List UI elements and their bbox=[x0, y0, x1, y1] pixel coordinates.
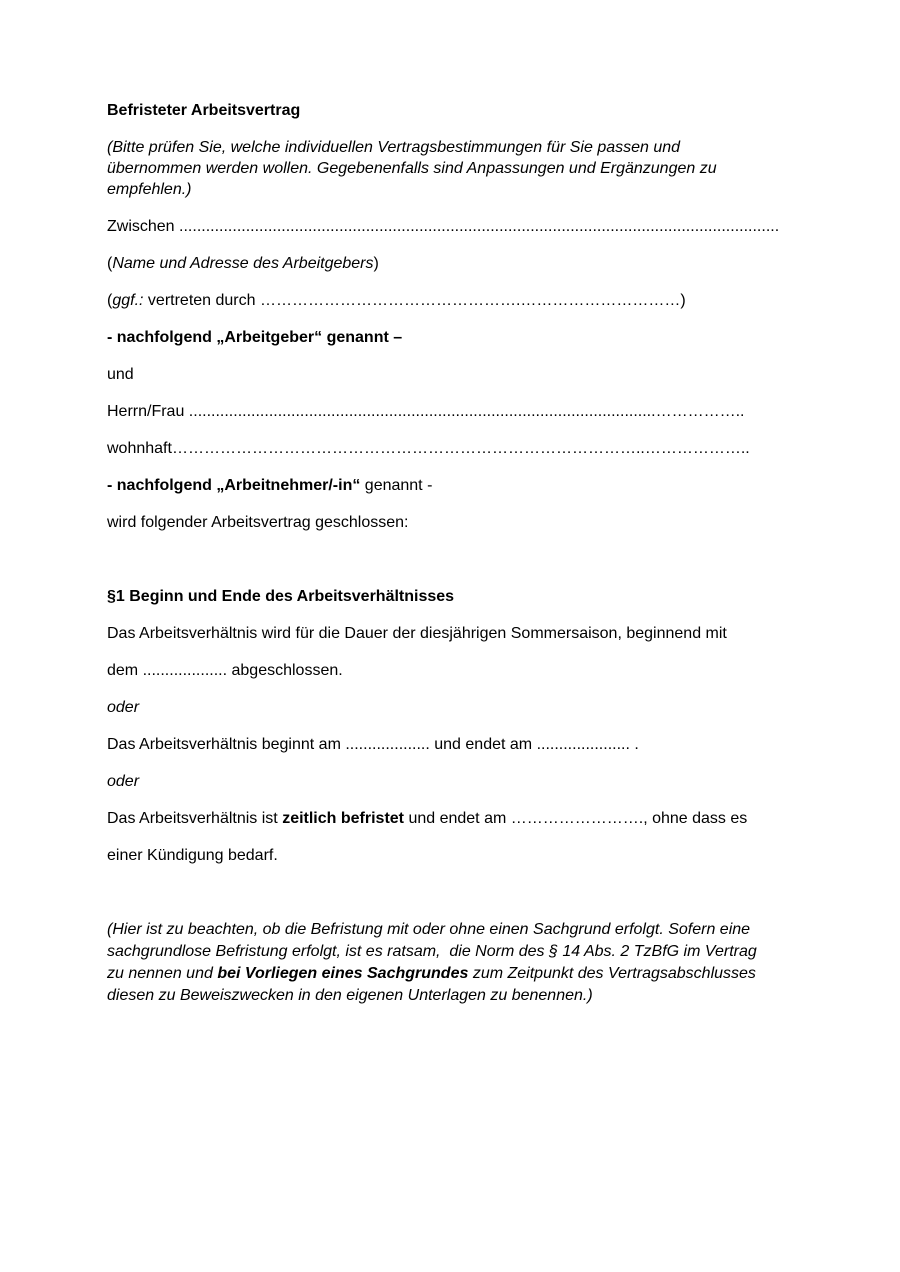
text-segment: empfehlen.) bbox=[107, 181, 192, 198]
text-segment: oder bbox=[107, 699, 140, 716]
text-segment: §1 Beginn und Ende des Arbeitsverhältnisses bbox=[107, 588, 455, 605]
text-line bbox=[107, 941, 795, 963]
text-line bbox=[107, 290, 795, 311]
text-segment: vertreten durch bbox=[143, 292, 260, 309]
text-line bbox=[107, 475, 795, 496]
final-note bbox=[107, 919, 795, 1007]
intro-note bbox=[107, 137, 795, 200]
text-segment: ……………………………………………………………………………..… bbox=[171, 440, 661, 457]
text-segment: Das Arbeitsverhältnis wird für die Dauer der diesjährigen Sommersaison, beginnend mit bbox=[107, 625, 727, 642]
text-segment: ................... bbox=[142, 662, 228, 679]
text-line bbox=[107, 158, 795, 179]
text-line bbox=[107, 216, 795, 237]
text-segment: Befristeter Arbeitsvertrag bbox=[107, 102, 301, 119]
text-segment: …………….. bbox=[660, 440, 750, 457]
line-wohnhaft bbox=[107, 438, 795, 459]
text-line bbox=[107, 512, 795, 533]
text-segment: und endet am bbox=[429, 736, 537, 753]
text-line bbox=[107, 137, 795, 158]
text-segment: ......................................................................................................... bbox=[188, 403, 656, 420]
line-oder-2 bbox=[107, 771, 795, 792]
text-line bbox=[107, 919, 795, 941]
text-line bbox=[107, 845, 795, 866]
line-zwischen bbox=[107, 216, 795, 237]
doc-title bbox=[107, 100, 795, 121]
text-segment: ....................................................................................................................................... bbox=[179, 218, 780, 235]
text-line bbox=[107, 623, 795, 644]
text-segment: Das Arbeitsverhältnis beginnt am bbox=[107, 736, 346, 753]
text-segment: - nachfolgend „Arbeitgeber“ genannt – bbox=[107, 329, 403, 346]
line-name-adresse bbox=[107, 253, 795, 274]
text-segment: und bbox=[107, 366, 134, 383]
text-line bbox=[107, 985, 795, 1007]
text-line bbox=[107, 100, 795, 121]
text-segment: Herrn/Frau bbox=[107, 403, 189, 420]
line-wird-folgender bbox=[107, 512, 795, 533]
line-s1-dem-abgeschlossen bbox=[107, 660, 795, 681]
text-segment: abgeschlossen. bbox=[227, 662, 343, 679]
text-segment: …………… bbox=[655, 403, 736, 420]
text-line bbox=[107, 771, 795, 792]
text-segment: einer Kündigung bedarf. bbox=[107, 847, 278, 864]
text-segment: ( bbox=[107, 255, 113, 272]
line-s1-beginnt-endet bbox=[107, 734, 795, 755]
text-line bbox=[107, 438, 795, 459]
text-segment: diesen zu Beweiszwecken in den eigenen Unterlagen zu benennen.) bbox=[107, 987, 593, 1004]
text-segment: ., ohne dass es bbox=[638, 810, 748, 827]
text-segment: ) bbox=[373, 255, 379, 272]
text-segment: (Bitte prüfen Sie, welche individuellen Vertragsbestimmungen für Sie passen und bbox=[107, 139, 681, 156]
text-segment: übernommen werden wollen. Gegebenenfalls sind Anpassungen und Ergänzungen zu bbox=[107, 160, 717, 177]
text-line bbox=[107, 401, 795, 422]
text-segment: Das Arbeitsverhältnis ist bbox=[107, 810, 283, 827]
text-segment: und endet am bbox=[404, 810, 511, 827]
text-segment: ..................... bbox=[536, 736, 630, 753]
text-segment: . bbox=[629, 736, 639, 753]
line-und bbox=[107, 364, 795, 385]
line-arbeitgeber-genannt bbox=[107, 327, 795, 348]
line-arbeitnehmer-genannt bbox=[107, 475, 795, 496]
text-segment: oder bbox=[107, 773, 140, 790]
text-line bbox=[107, 586, 795, 607]
text-segment: Name und Adresse des Arbeitgebers bbox=[112, 255, 374, 272]
text-segment: ) bbox=[680, 292, 686, 309]
text-segment: zu nennen und bbox=[107, 965, 218, 982]
text-segment: ................... bbox=[345, 736, 430, 753]
line-oder-1 bbox=[107, 697, 795, 718]
text-line bbox=[107, 179, 795, 200]
text-segment: dem bbox=[107, 662, 143, 679]
text-segment: zum Zeitpunkt des Vertragsabschlusses bbox=[468, 965, 756, 982]
text-segment: .. bbox=[735, 403, 745, 420]
text-line bbox=[107, 364, 795, 385]
text-line bbox=[107, 253, 795, 274]
line-herrn-frau bbox=[107, 401, 795, 422]
heading-paragraph-1 bbox=[107, 586, 795, 607]
line-ggf-vertreten bbox=[107, 290, 795, 311]
text-line bbox=[107, 808, 795, 829]
text-segment: genannt - bbox=[360, 477, 433, 494]
text-segment: Zwischen bbox=[107, 218, 180, 235]
text-segment: ggf.: bbox=[112, 292, 144, 309]
text-line bbox=[107, 734, 795, 755]
text-line bbox=[107, 697, 795, 718]
text-line bbox=[107, 327, 795, 348]
text-line bbox=[107, 660, 795, 681]
text-segment: (Hier ist zu beachten, ob die Befristung mit oder ohne einen Sachgrund erfolgt. Sofern eine bbox=[107, 921, 751, 938]
text-segment: bei Vorliegen eines Sachgrundes bbox=[217, 965, 469, 982]
text-segment: - nachfolgend „Arbeitnehmer/-in“ bbox=[107, 477, 361, 494]
text-segment: ………………………………………….………………………… bbox=[259, 292, 681, 309]
line-s1-sommersaison bbox=[107, 623, 795, 644]
text-line bbox=[107, 963, 795, 985]
text-segment: sachgrundlose Befristung erfolgt, ist es ratsam, die Norm des § 14 Abs. 2 TzBfG im Vertrag bbox=[107, 943, 757, 960]
text-segment: wird folgender Arbeitsvertrag geschlossen: bbox=[107, 514, 409, 531]
line-einer-kuendigung bbox=[107, 845, 795, 866]
text-segment: ( bbox=[107, 292, 113, 309]
line-s1-zeitlich-befristet bbox=[107, 808, 795, 829]
text-segment: wohnhaft bbox=[107, 440, 172, 457]
text-segment: zeitlich befristet bbox=[282, 810, 404, 827]
text-segment: …………………… bbox=[510, 810, 639, 827]
